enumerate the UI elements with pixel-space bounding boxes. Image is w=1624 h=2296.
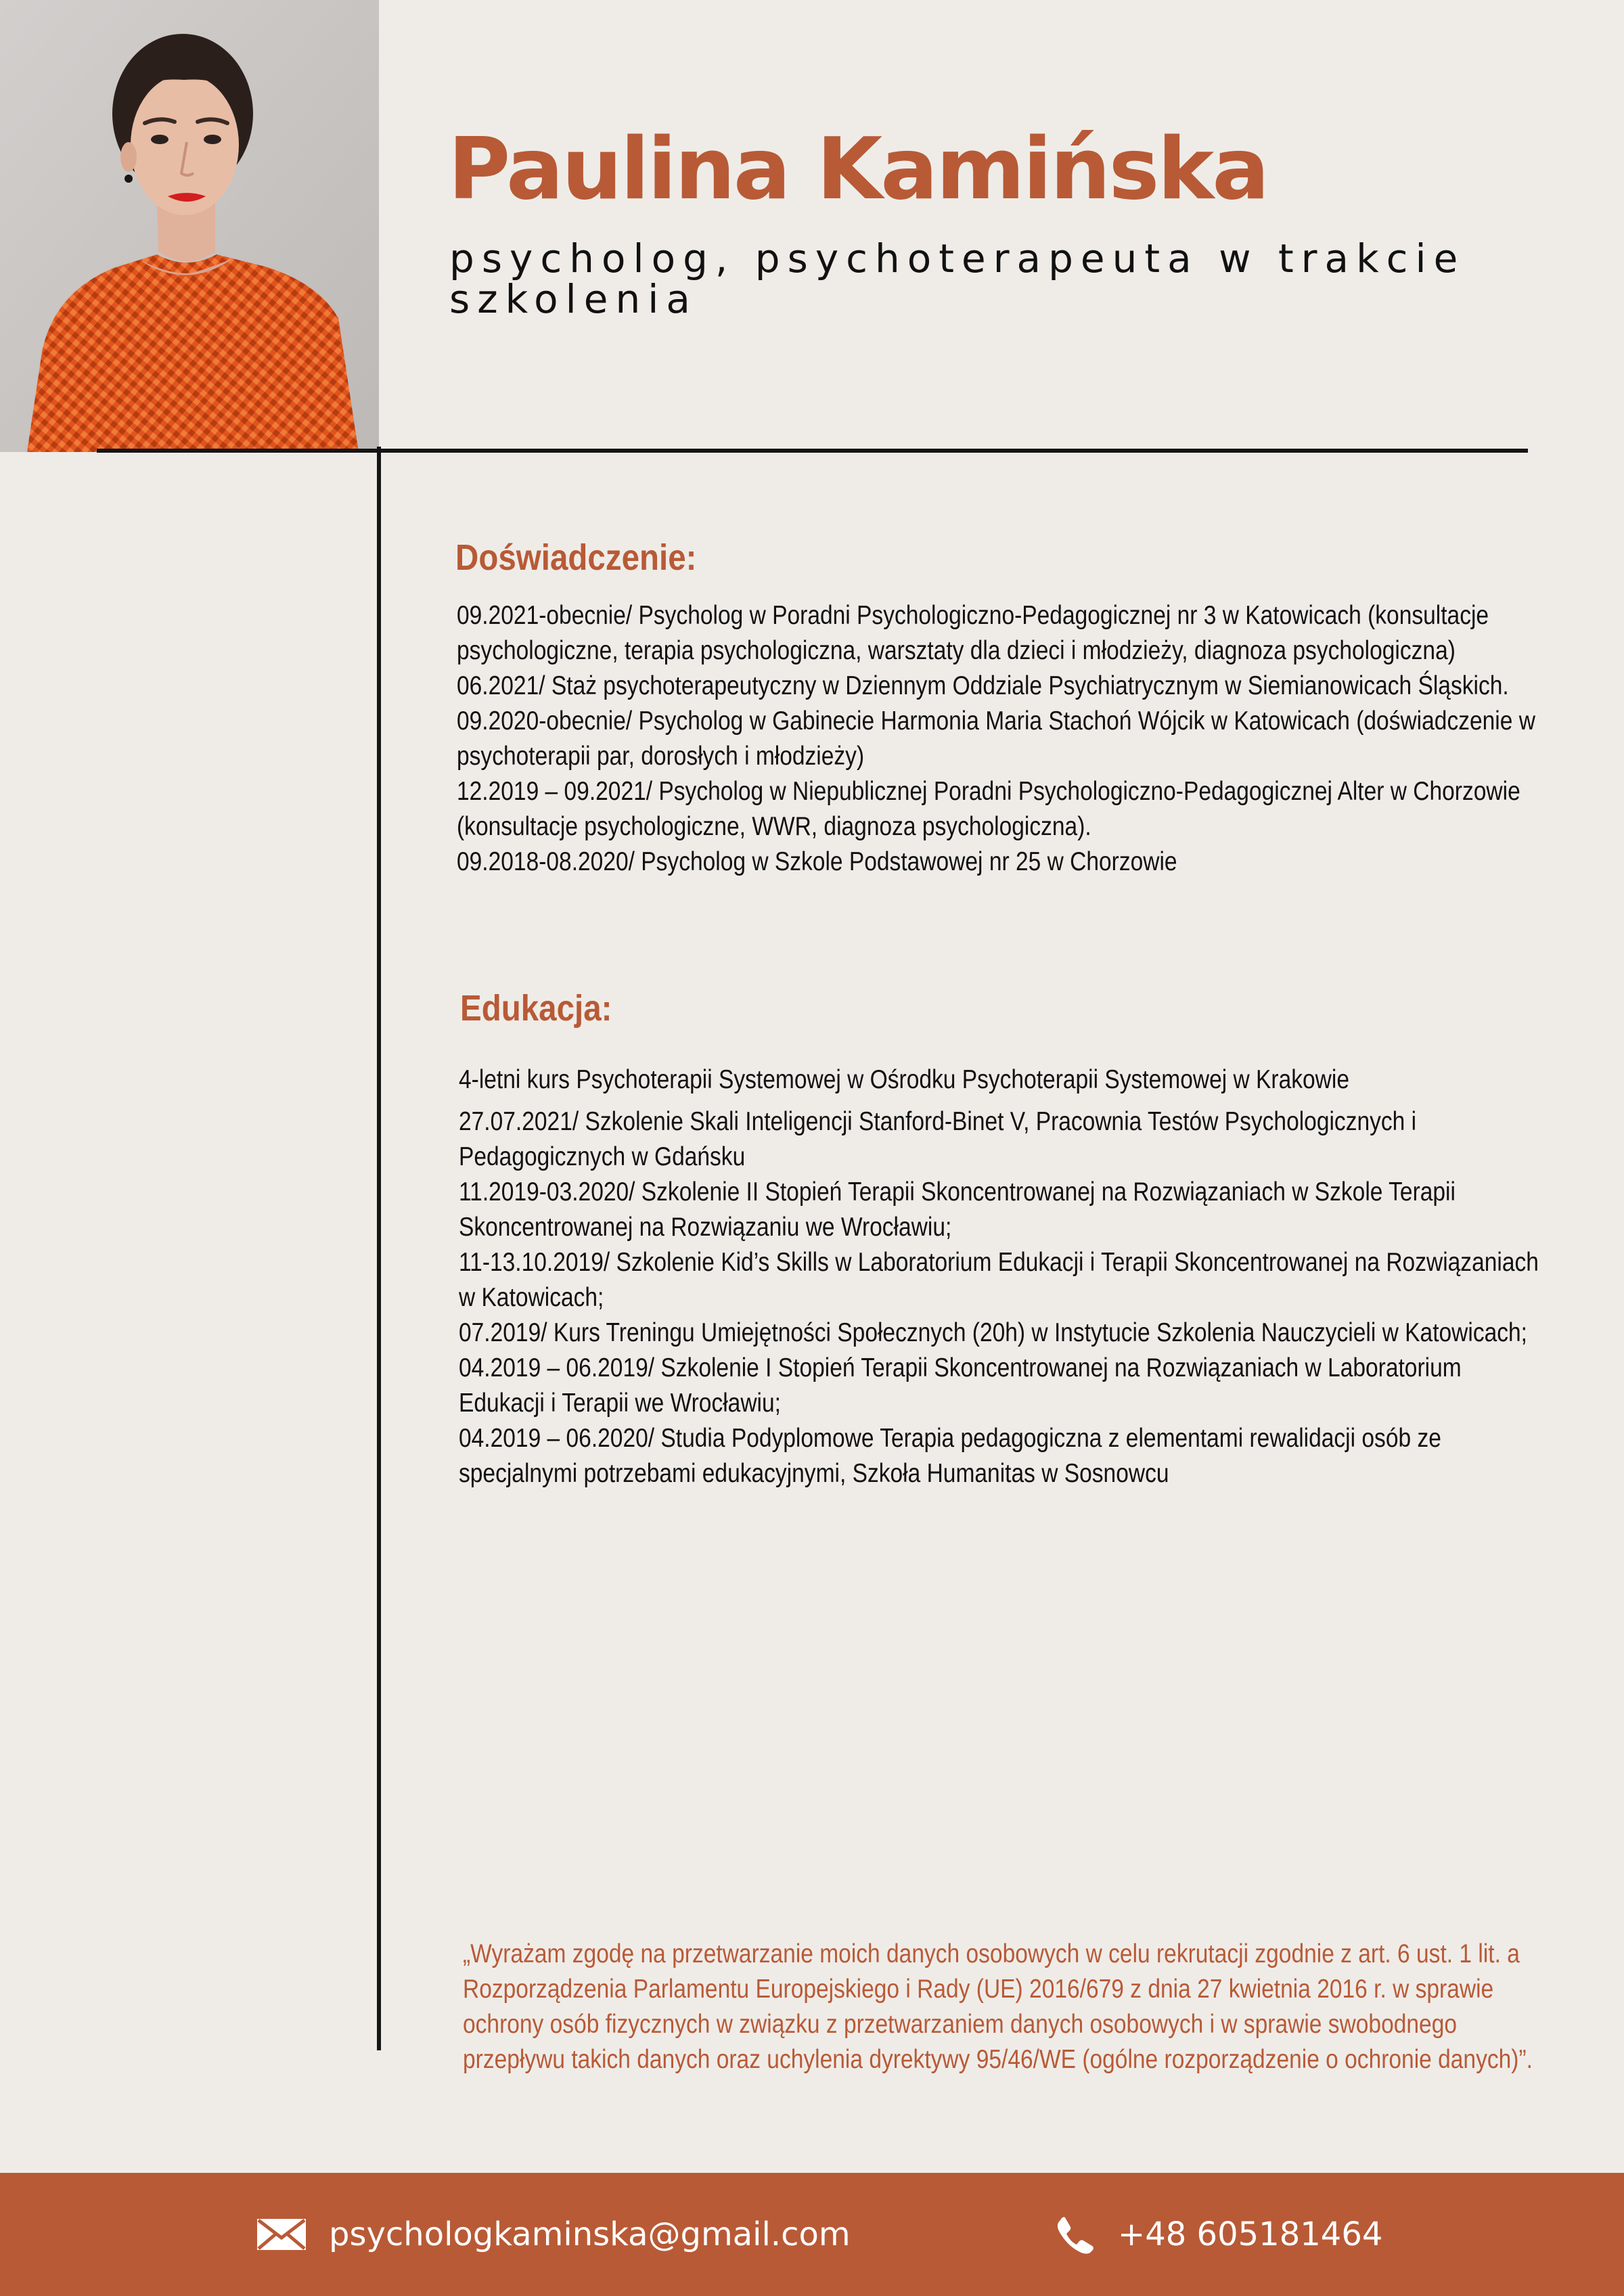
- experience-entry: 06.2021/ Staż psychoterapeutyczny w Dziennym Oddziale Psychiatrycznym w Siemianowicach Śląskich.: [457, 671, 1509, 700]
- education-entry: 04.2019 – 06.2020/ Studia Podyplomowe Terapia pedagogiczna z elementami rewalidacji osób ze specjalnymi potrzebami edukacyjnymi, Szkoła Humanitas w Sosnowcu: [459, 1424, 1441, 1488]
- education-entry: 27.07.2021/ Szkolenie Skali Inteligencji Stanford-Binet V, Pracownia Testów Psychologicznych i Pedagogicznych w Gdańsku: [459, 1107, 1417, 1171]
- education-list: [459, 1062, 1624, 1491]
- education-heading: Edukacja:: [460, 988, 612, 1029]
- experience-entry: 09.2020-obecnie/ Psycholog w Gabinecie Harmonia Maria Stachoń Wójcik w Katowicach (doświadczenie w psychoterapii par, dorosłych i młodzieży): [457, 706, 1535, 771]
- person-name: Paulina Kamińska: [448, 119, 1268, 219]
- experience-entry: 09.2018-08.2020/ Psycholog w Szkole Podstawowej nr 25 w Chorzowie: [457, 847, 1177, 876]
- phone-number[interactable]: +48 605181464: [1118, 2215, 1383, 2253]
- vertical-divider: [377, 447, 381, 2050]
- education-entry: 04.2019 – 06.2019/ Szkolenie I Stopień Terapii Skoncentrowanej na Rozwiązaniach w Laboratorium Edukacji i Terapii we Wrocławiu;: [459, 1353, 1462, 1418]
- phone-contact[interactable]: [1056, 2173, 1382, 2296]
- education-entry: 07.2019/ Kurs Treningu Umiejętności Społecznych (20h) w Instytucie Szkolenia Nauczycieli w Katowicach;: [459, 1318, 1528, 1347]
- contact-footer: [0, 2173, 1624, 2296]
- experience-entry: 09.2021-obecnie/ Psycholog w Poradni Psychologiczno-Pedagogicznej nr 3 w Katowicach (konsultacje psychologiczne, terapia psychologiczna, warsztaty dla dzieci i młodzieży, diagnoza psychologiczna): [457, 601, 1489, 665]
- phone-icon: [1056, 2215, 1095, 2254]
- profile-photo: [0, 0, 379, 452]
- education-entry: 4-letni kurs Psychoterapii Systemowej w Ośrodku Psychoterapii Systemowej w Krakowie: [459, 1065, 1350, 1094]
- gdpr-consent-clause: „Wyrażam zgodę na przetwarzanie moich danych osobowych w celu rekrutacji zgodnie z art. 6 ust. 1 lit. a Rozporządzenia Parlamentu Europejskiego i Rady (UE) 2016/679 z dnia 27 kwietnia 2016 r. w sprawie ochrony osób fizycznych w związku z przetwarzaniem danych osobowych i w sprawie swobodnego przepływu takich danych oraz uchylenia dyrektywy 95/46/WE (ogólne rozporządzenie o ochronie danych)”.: [463, 1939, 1533, 2074]
- experience-entry: 12.2019 – 09.2021/ Psycholog w Niepublicznej Poradni Psychologiczno-Pedagogicznej Alter w Chorzowie (konsultacje psychologiczne, WWR, diagnoza psychologiczna).: [457, 777, 1520, 841]
- experience-list: [457, 598, 1624, 880]
- job-title: psycholog, psychoterapeuta w trakcie szkolenia: [449, 235, 1466, 322]
- email-contact[interactable]: [257, 2173, 851, 2296]
- email-address[interactable]: psychologkaminska@gmail.com: [329, 2215, 851, 2253]
- horizontal-divider: [97, 449, 1528, 453]
- experience-heading: Doświadczenie:: [455, 537, 697, 578]
- education-entry: 11-13.10.2019/ Szkolenie Kid’s Skills w Laboratorium Edukacji i Terapii Skoncentrowanej na Rozwiązaniach w Katowicach;: [459, 1248, 1539, 1312]
- education-entry: 11.2019-03.2020/ Szkolenie II Stopień Terapii Skoncentrowanej na Rozwiązaniach w Szkole Terapii Skoncentrowanej na Rozwiązaniu we Wrocławiu;: [459, 1177, 1456, 1242]
- envelope-icon: [257, 2219, 306, 2250]
